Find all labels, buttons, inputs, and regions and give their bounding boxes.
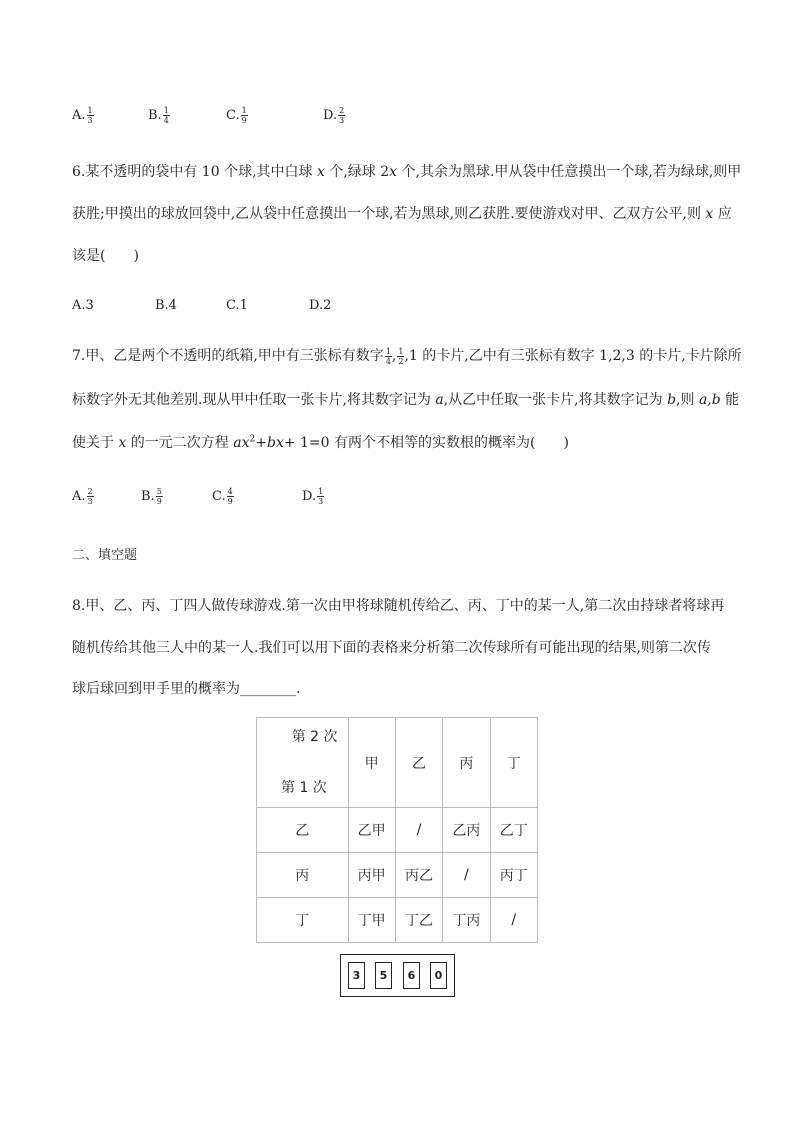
q8-line-3: 球后球回到甲手里的概率为________. <box>72 681 301 697</box>
column-header: 甲 <box>348 718 395 808</box>
table-cell: / <box>490 898 537 943</box>
q5-option-d: D. $\frac{2}{3}$ <box>323 106 345 125</box>
table-row <box>257 898 538 943</box>
fraction: $\frac{5}{9}$ <box>156 487 162 506</box>
section-heading: 二、填空题 <box>72 548 138 563</box>
fraction: $\frac{1}{4}$ <box>163 106 169 125</box>
q6-line-2: 获胜;甲摸出的球放回袋中,乙从袋中任意摸出一个球,若为黑球,则乙获胜.要使游戏对甲、乙双方公平,则 x 应 <box>72 206 732 222</box>
row-header: 丁 <box>257 898 349 943</box>
row-header: 丙 <box>257 853 349 898</box>
q7-option-b: B. $\frac{5}{9}$ <box>141 487 162 506</box>
q6-option-c: C.1 <box>226 298 248 313</box>
q7-line-2: 标数字外无其他差别.现从甲中任取一张卡片,将其数字记为 a,从乙中任取一张卡片,将其数字记为 b,则 a,b 能 <box>72 392 740 408</box>
number-card: 5 <box>375 962 392 989</box>
q6-option-a: A.3 <box>72 298 94 313</box>
table-cell: 丁乙 <box>395 898 442 943</box>
q5-option-a: A. $\frac{1}{3}$ <box>72 106 93 125</box>
q7-line-3: 使关于 x 的一元二次方程 $ax^2+bx+ 1=0$ 有两个不相等的实数根的概率为( ) <box>72 434 569 451</box>
q6-option-b: B.4 <box>155 298 177 313</box>
fraction: $\frac{2}{3}$ <box>339 106 345 125</box>
fraction: $\frac{1}{4}$ <box>385 346 391 366</box>
q8-line-1: 8.甲、乙、丙、丁四人做传球游戏.第一次由甲将球随机传给乙、丙、丁中的某一人,第二次由持球者将球再 <box>72 598 725 614</box>
table-cell: 丙丁 <box>490 853 537 898</box>
table-header-row <box>257 718 538 808</box>
q7-line-1: 7.甲、乙是两个不透明的纸箱,甲中有三张标有数字 $\frac{1}{4}$ , $\frac{1}{2}$ ,1 的卡片,乙中有三张标有数字 1,2,3 的卡片,卡片除所 <box>72 346 742 366</box>
table-cell: 丁甲 <box>348 898 395 943</box>
table-corner-header: 第 2 次 第 1 次 <box>257 718 349 808</box>
q5-option-b: B. $\frac{1}{4}$ <box>148 106 169 125</box>
q7-option-c: C. $\frac{4}{9}$ <box>212 487 233 506</box>
q8-line-2: 随机传给其他三人中的某一人.我们可以用下面的表格来分析第二次传球所有可能出现的结果,则第二次传 <box>72 640 711 656</box>
fraction: $\frac{1}{9}$ <box>241 106 247 125</box>
table-cell: / <box>395 808 442 853</box>
q5-option-c: C. $\frac{1}{9}$ <box>226 106 247 125</box>
fraction: $\frac{4}{9}$ <box>227 487 233 506</box>
row-header: 乙 <box>257 808 349 853</box>
number-card: 3 <box>348 962 365 989</box>
q6-line-1: 6.某不透明的袋中有 10 个球,其中白球 x 个,绿球 2x 个,其余为黑球.甲从袋中任意摸出一个球,若为绿球,则甲 <box>72 164 742 180</box>
q7-option-a: A. $\frac{2}{3}$ <box>72 487 93 506</box>
column-header: 丙 <box>443 718 490 808</box>
table-cell: 乙甲 <box>348 808 395 853</box>
table-row <box>257 808 538 853</box>
number-cards-figure <box>340 954 455 997</box>
fraction: $\frac{1}{2}$ <box>398 346 404 366</box>
number-card: 6 <box>403 962 420 989</box>
fraction: $\frac{1}{3}$ <box>318 487 324 506</box>
table-cell: 乙丁 <box>490 808 537 853</box>
table-cell: 丁丙 <box>443 898 490 943</box>
table-cell: 丙乙 <box>395 853 442 898</box>
column-header: 乙 <box>395 718 442 808</box>
q6-option-d: D.2 <box>309 298 332 313</box>
q6-line-3: 该是( ) <box>72 248 139 264</box>
pass-result-table <box>256 717 538 943</box>
column-header: 丁 <box>490 718 537 808</box>
table-cell: 丙甲 <box>348 853 395 898</box>
number-card: 0 <box>430 962 447 989</box>
q7-option-d: D. $\frac{1}{3}$ <box>302 487 324 506</box>
fraction: $\frac{2}{3}$ <box>87 487 93 506</box>
table-row <box>257 853 538 898</box>
table-cell: / <box>443 853 490 898</box>
table-cell: 乙丙 <box>443 808 490 853</box>
fraction: $\frac{1}{3}$ <box>87 106 93 125</box>
